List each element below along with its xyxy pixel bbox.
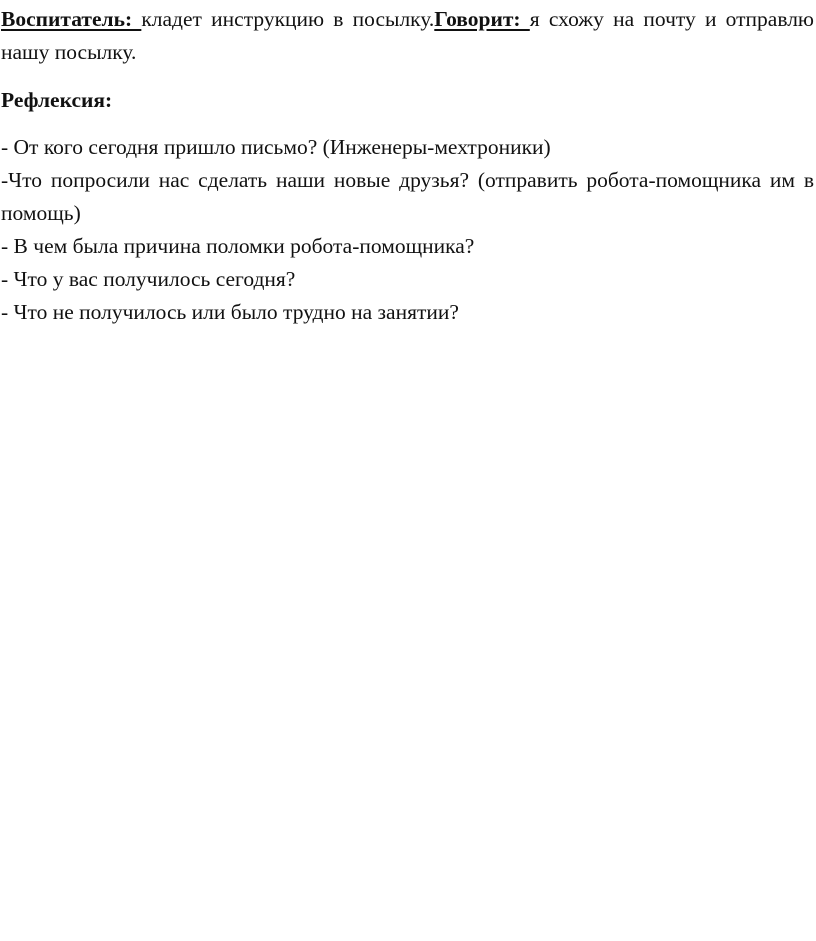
reflection-question: - От кого сегодня пришло письмо? (Инженеры-мехтроники) [1, 135, 551, 159]
narration-paragraph [1, 3, 814, 69]
reflection-question: - В чем была причина поломки робота-помощника? [1, 234, 475, 258]
reflection-question: -Что попросили нас сделать наши новые друзья? (отправить робота-помощника им в помощь) [1, 168, 814, 225]
reflection-question: - Что не получилось или было трудно на занятии? [1, 300, 459, 324]
reflection-question-list [1, 131, 814, 329]
speaker-label-teacher: Воспитатель: [1, 7, 142, 31]
reflection-heading: Рефлексия: [1, 88, 113, 112]
speaker-label-says: Говорит: [434, 7, 530, 31]
teacher-action-text: кладет инструкцию в посылку. [141, 7, 435, 31]
reflection-question: - Что у вас получилось сегодня? [1, 267, 296, 291]
teacher-speech-text: я схожу на почту и отправлю нашу посылку. [1, 7, 814, 64]
